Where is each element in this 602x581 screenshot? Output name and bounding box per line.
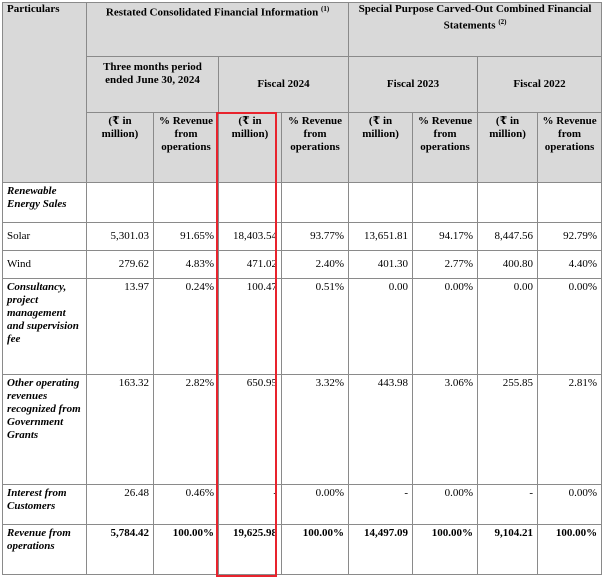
col-pct-label: % Revenue from operations (158, 115, 214, 153)
fy2022-label: Fiscal 2022 (513, 78, 566, 90)
cell-value: - (349, 485, 413, 525)
period-q1-label: Three months period ended June 30, 2024 (103, 61, 202, 86)
period-q1-header (87, 57, 219, 113)
cell-value: 93.77% (282, 223, 349, 251)
table-row (3, 251, 602, 279)
row-label: Renewable Energy Sales (3, 183, 87, 223)
cell-value (538, 183, 602, 223)
cell-value: 0.00% (282, 485, 349, 525)
fy2024-label: Fiscal 2024 (257, 78, 310, 90)
cell-value: 3.32% (282, 375, 349, 485)
restated-footnote-mark: (1) (321, 5, 330, 13)
cell-value: 650.95 (219, 375, 282, 485)
cell-value: 14,497.09 (349, 525, 413, 575)
cell-value: 0.00% (413, 279, 478, 375)
restated-header (87, 3, 349, 57)
cell-value: 94.17% (413, 223, 478, 251)
special-purpose-header (349, 3, 602, 57)
special-purpose-title: Special Purpose Carved-Out Combined Financial Statements (358, 3, 592, 32)
fy2022-amount-header (478, 113, 538, 183)
table-row (3, 375, 602, 485)
cell-value (87, 183, 154, 223)
cell-value: 471.02 (219, 251, 282, 279)
cell-value: 2.81% (538, 375, 602, 485)
special-purpose-footnote-mark: (2) (498, 18, 507, 26)
fy2024-pct-header (282, 113, 349, 183)
cell-value (478, 183, 538, 223)
cell-value: 2.40% (282, 251, 349, 279)
table-row (3, 183, 602, 223)
cell-value: 5,301.03 (87, 223, 154, 251)
col-amount-label: (₹ in million) (231, 115, 269, 140)
cell-value: 9,104.21 (478, 525, 538, 575)
cell-value: 279.62 (87, 251, 154, 279)
particulars-label: Particulars (7, 3, 60, 15)
cell-value: 100.00% (413, 525, 478, 575)
fy2022-pct-header (538, 113, 602, 183)
row-label: Consultancy, project management and supervision fee (3, 279, 87, 375)
cell-value (282, 183, 349, 223)
cell-value (413, 183, 478, 223)
cell-value: 100.00% (538, 525, 602, 575)
cell-value (349, 183, 413, 223)
cell-value: - (219, 485, 282, 525)
cell-value: 401.30 (349, 251, 413, 279)
cell-value: 0.51% (282, 279, 349, 375)
revenue-table (2, 2, 602, 575)
cell-value: - (478, 485, 538, 525)
row-label: Wind (3, 251, 87, 279)
cell-value: 255.85 (478, 375, 538, 485)
fy2022-header (478, 57, 602, 113)
cell-value: 4.40% (538, 251, 602, 279)
cell-value: 0.00% (413, 485, 478, 525)
cell-value: 0.24% (154, 279, 219, 375)
cell-value: 0.00% (538, 485, 602, 525)
cell-value: 26.48 (87, 485, 154, 525)
cell-value: 8,447.56 (478, 223, 538, 251)
row-label: Interest from Customers (3, 485, 87, 525)
table-row (3, 485, 602, 525)
cell-value: 0.46% (154, 485, 219, 525)
col-amount-label: (₹ in million) (362, 115, 399, 140)
cell-value (219, 183, 282, 223)
cell-value: 18,403.54 (219, 223, 282, 251)
row-label: Other operating revenues recognized from Government Grants (3, 375, 87, 485)
cell-value: 91.65% (154, 223, 219, 251)
cell-value: 0.00% (538, 279, 602, 375)
particulars-header (3, 3, 87, 183)
fy2023-amount-header (349, 113, 413, 183)
cell-value: 13,651.81 (349, 223, 413, 251)
cell-value (154, 183, 219, 223)
cell-value: 4.83% (154, 251, 219, 279)
fy2024-header (219, 57, 349, 113)
fy2023-header (349, 57, 478, 113)
row-label: Solar (3, 223, 87, 251)
fy2023-label: Fiscal 2023 (386, 78, 440, 90)
cell-value: 92.79% (538, 223, 602, 251)
cell-value: 100.00% (282, 525, 349, 575)
table-row (3, 525, 602, 575)
col-pct-label: % Revenue from operations (542, 115, 597, 153)
cell-value: 2.82% (154, 375, 219, 485)
fy2023-pct-header (413, 113, 478, 183)
cell-value: 19,625.98 (219, 525, 282, 575)
cell-value: 13.97 (87, 279, 154, 375)
col-pct-label: % Revenue from operations (287, 115, 343, 153)
cell-value: 400.80 (478, 251, 538, 279)
cell-value: 3.06% (413, 375, 478, 485)
cell-value: 5,784.42 (87, 525, 154, 575)
cell-value: 443.98 (349, 375, 413, 485)
fy2024-amount-header (219, 113, 282, 183)
table-row (3, 279, 602, 375)
q1-pct-header (154, 113, 219, 183)
q1-amount-header (87, 113, 154, 183)
cell-value: 100.00% (154, 525, 219, 575)
table-row (3, 223, 602, 251)
cell-value: 2.77% (413, 251, 478, 279)
col-amount-label: (₹ in million) (489, 115, 526, 140)
restated-title: Restated Consolidated Financial Information (105, 6, 319, 19)
cell-value: 0.00 (478, 279, 538, 375)
cell-value: 0.00 (349, 279, 413, 375)
cell-value: 163.32 (87, 375, 154, 485)
col-amount-label: (₹ in million) (101, 115, 139, 140)
row-label: Revenue from operations (3, 525, 87, 575)
cell-value: 100.47 (219, 279, 282, 375)
col-pct-label: % Revenue from operations (418, 115, 473, 153)
